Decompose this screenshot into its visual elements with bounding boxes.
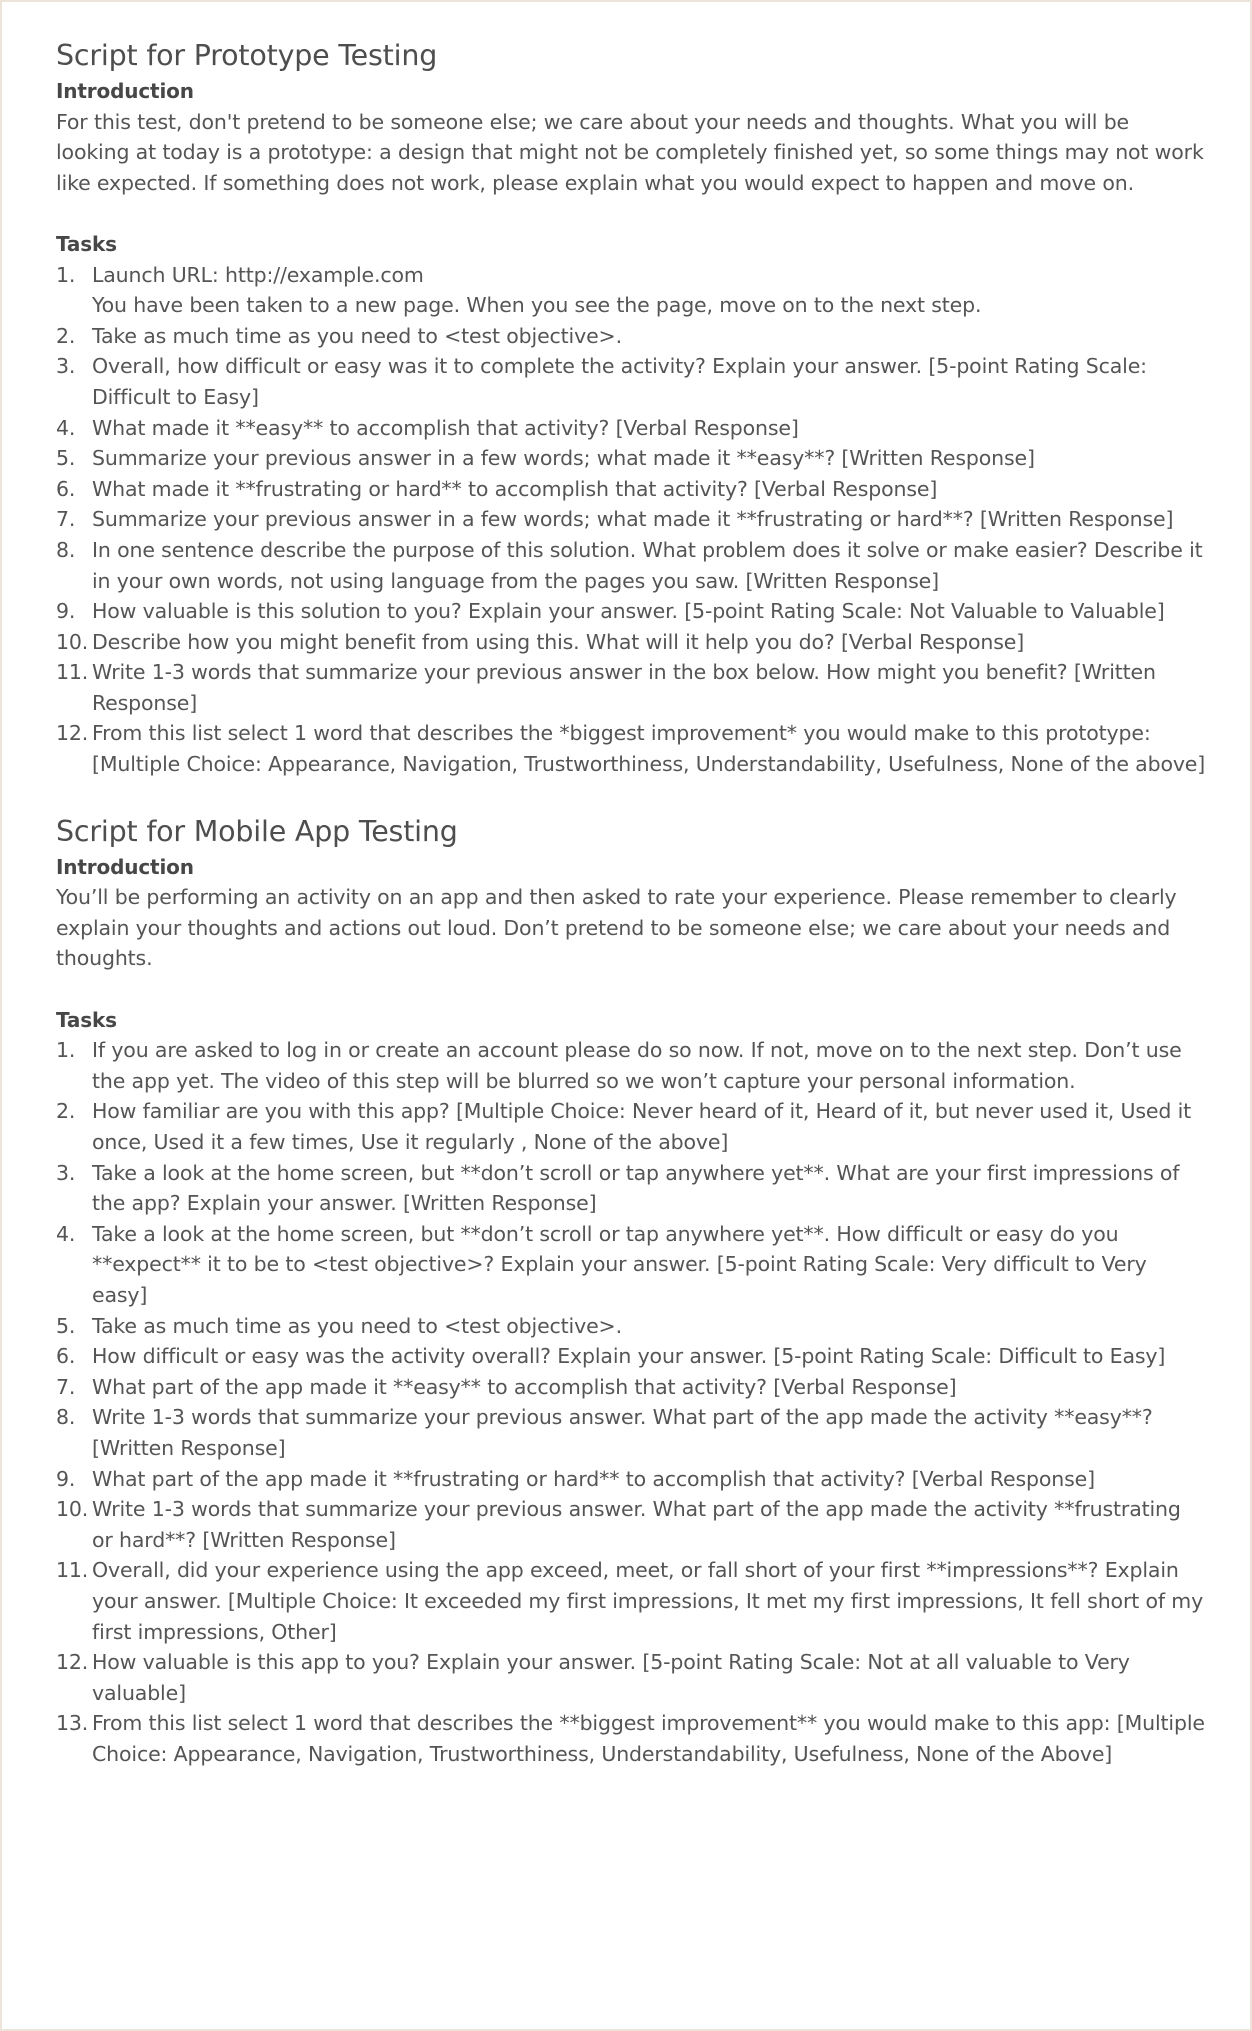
task-text: Overall, how difficult or easy was it to complete the activity? Explain your answer. [5-point Rating Scale: Difficult to Easy] (92, 354, 1147, 409)
task-number: 8. (56, 1405, 76, 1430)
intro-text: For this test, don't pretend to be someone else; we care about your needs and thoughts. What you will be looking at today is a prototype: a design that might not be completely finished yet, so some things may not work like expected. If something does not work, please explain what you would expect to happen and move on. (56, 109, 1204, 195)
task-item (56, 443, 1206, 474)
task-number: 10. (56, 1497, 89, 1522)
spacer (56, 198, 1206, 229)
task-text: Overall, did your experience using the app exceed, meet, or fall short of your first **impressions**? Explain your answer. [Multiple Choice: It exceeded my first impressions, It met my first impressions, It fell short of my first impressions, Other] (92, 1558, 1204, 1644)
task-text: Take as much time as you need to <test objective>. (92, 323, 622, 348)
task-number: 7. (56, 507, 76, 532)
task-text: Describe how you might benefit from using this. What will it help you do? [Verbal Response] (92, 629, 1025, 654)
task-number: 5. (56, 1313, 76, 1338)
section-mobile-app-testing (56, 812, 1206, 1770)
task-item (56, 504, 1206, 535)
task-item (56, 351, 1206, 412)
task-text: Write 1-3 words that summarize your previous answer in the box below. How might you benefit? [Written Response] (92, 660, 1156, 715)
task-number: 12. (56, 721, 89, 746)
task-number: 2. (56, 323, 76, 348)
section-title: Script for Mobile App Testing (56, 814, 458, 848)
task-text: What part of the app made it **easy** to accomplish that activity? [Verbal Response] (92, 1374, 957, 1399)
task-item (56, 1372, 1206, 1403)
task-item (56, 413, 1206, 444)
task-item (56, 321, 1206, 352)
task-item (56, 535, 1206, 596)
task-text: Write 1-3 words that summarize your previous answer. What part of the app made the activity **easy**? [Written Response] (92, 1405, 1153, 1460)
section-prototype-testing (56, 36, 1206, 780)
task-text: What made it **frustrating or hard** to accomplish that activity? [Verbal Response] (92, 476, 938, 501)
task-text: From this list select 1 word that describes the *biggest improvement* you would make to this prototype: [Multiple Choice: Appearance, Navigation, Trustworthiness, Understandability, Usefulness, None of the above] (92, 721, 1206, 777)
task-number: 1. (56, 1038, 76, 1063)
task-number: 7. (56, 1374, 76, 1399)
task-list (56, 1035, 1206, 1769)
task-subtext: You have been taken to a new page. When you see the page, move on to the next step. (92, 293, 982, 318)
task-number: 9. (56, 1466, 76, 1491)
task-item (56, 1647, 1206, 1708)
task-text: In one sentence describe the purpose of this solution. What problem does it solve or make easier? Describe it in your own words, not using language from the pages you saw. [Written Response] (92, 537, 1203, 593)
task-item (56, 1494, 1206, 1555)
task-item (56, 1341, 1206, 1372)
document-content (56, 36, 1206, 1769)
task-text: From this list select 1 word that describes the **biggest improvement** you would make to this app: [Multiple Choice: Appearance, Navigation, Trustworthiness, Understandability, Usefulness, None of the Above] (92, 1711, 1205, 1766)
task-item (56, 260, 1206, 321)
task-text: Summarize your previous answer in a few words; what made it **frustrating or hard**? [Written Response] (92, 507, 1174, 532)
task-item (56, 1402, 1206, 1463)
task-number: 8. (56, 537, 76, 562)
task-number: 12. (56, 1650, 89, 1675)
task-item (56, 718, 1206, 779)
task-item (56, 1555, 1206, 1647)
task-number: 3. (56, 1160, 76, 1185)
task-item (56, 1096, 1206, 1157)
intro-text: You’ll be performing an activity on an app and then asked to rate your experience. Please remember to clearly explain your thoughts and actions out loud. Don’t pretend to be someone else; we care about your needs and thoughts. (56, 885, 1177, 971)
task-number: 4. (56, 1221, 76, 1246)
task-number: 11. (56, 1558, 89, 1583)
task-number: 2. (56, 1099, 76, 1124)
task-number: 11. (56, 660, 89, 685)
task-text: If you are asked to log in or create an account please do so now. If not, move on to the next step. Don’t use the app yet. The video of this step will be blurred so we won’t capture your personal information. (92, 1038, 1182, 1093)
section-title: Script for Prototype Testing (56, 39, 438, 72)
task-number: 13. (56, 1711, 89, 1736)
task-text: How familiar are you with this app? [Multiple Choice: Never heard of it, Heard of it, but never used it, Used it once, Used it a few times, Use it regularly , None of the above] (92, 1099, 1192, 1154)
tasks-heading: Tasks (56, 231, 117, 256)
tasks-heading: Tasks (56, 1007, 117, 1032)
task-text: How valuable is this app to you? Explain your answer. [5-point Rating Scale: Not at all valuable to Very valuable] (92, 1650, 1130, 1705)
task-number: 4. (56, 415, 76, 440)
task-number: 5. (56, 446, 76, 471)
task-text: How valuable is this solution to you? Explain your answer. [5-point Rating Scale: Not Valuable to Valuable] (92, 599, 1165, 624)
task-number: 1. (56, 262, 76, 287)
task-item (56, 1708, 1206, 1769)
task-item (56, 1219, 1206, 1311)
task-number: 3. (56, 354, 76, 379)
task-item (56, 1035, 1206, 1096)
task-text: Write 1-3 words that summarize your previous answer. What part of the app made the activity **frustrating or hard**? [Written Response] (92, 1497, 1181, 1552)
task-item (56, 1464, 1206, 1495)
task-text: What made it **easy** to accomplish that activity? [Verbal Response] (92, 415, 799, 440)
task-item (56, 1158, 1206, 1219)
task-text: Take a look at the home screen, but **don’t scroll or tap anywhere yet**. What are your first impressions of the app? Explain your answer. [Written Response] (92, 1160, 1180, 1216)
task-text: What part of the app made it **frustrating or hard** to accomplish that activity? [Verbal Response] (92, 1466, 1095, 1491)
task-text: Take as much time as you need to <test objective>. (92, 1313, 622, 1338)
task-text: Summarize your previous answer in a few words; what made it **easy**? [Written Response] (92, 446, 1035, 471)
task-item (56, 474, 1206, 505)
task-number: 9. (56, 599, 76, 624)
task-number: 6. (56, 1344, 76, 1369)
task-item (56, 627, 1206, 658)
intro-heading: Introduction (56, 854, 194, 879)
task-list (56, 260, 1206, 780)
task-item (56, 596, 1206, 627)
task-text: How difficult or easy was the activity overall? Explain your answer. [5-point Rating Scale: Difficult to Easy] (92, 1344, 1166, 1369)
task-number: 10. (56, 629, 89, 654)
task-item (56, 1311, 1206, 1342)
task-text: Launch URL: http://example.com (92, 262, 424, 287)
task-number: 6. (56, 476, 76, 501)
intro-heading: Introduction (56, 79, 194, 103)
task-item (56, 657, 1206, 718)
task-text: Take a look at the home screen, but **don’t scroll or tap anywhere yet**. How difficult or easy do you **expect** it to be to <test objective>? Explain your answer. [5-point Rating Scale: Very difficult to Very easy] (92, 1221, 1147, 1307)
spacer (56, 974, 1206, 1005)
